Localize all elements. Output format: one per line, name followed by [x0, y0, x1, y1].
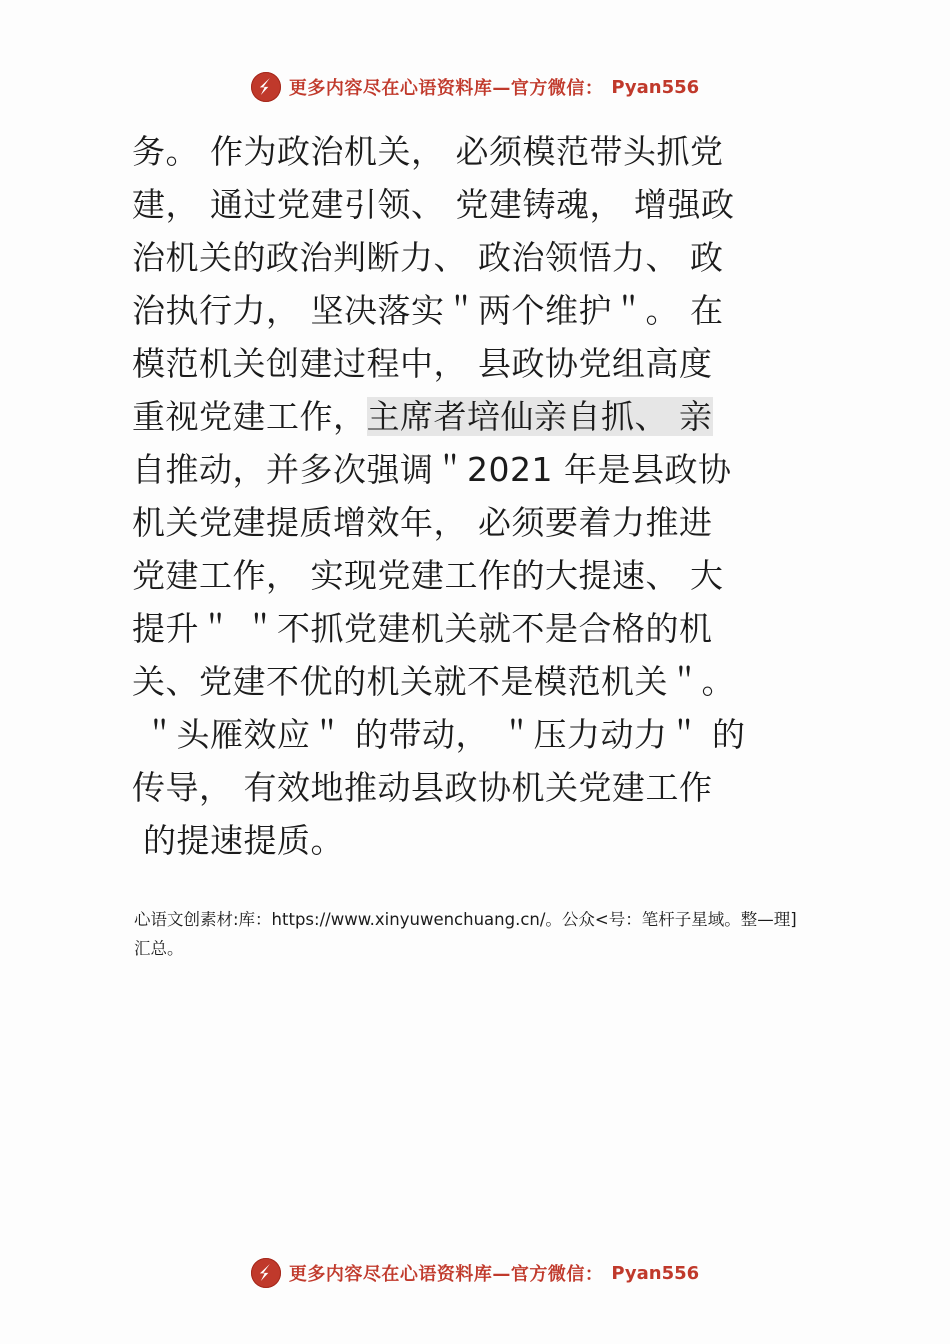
source-note: [134, 905, 824, 963]
document-line: 提升＂ ＂不抓党建机关就不是合格的机: [132, 609, 713, 648]
document-line: 自推动，并多次强调＂2021 年是县政协: [132, 450, 732, 489]
document-line-text: 重视党建工作，: [132, 397, 367, 436]
watermark-footer: [0, 1258, 950, 1288]
source-note-line: 汇总。: [134, 939, 184, 958]
document-line-highlighted: [132, 390, 812, 443]
document-line: 务。 作为政治机关， 必须模范带头抓党: [132, 132, 724, 171]
watermark-text: 更多内容尽在心语资料库—官方微信：: [288, 1264, 604, 1285]
watermark-header: [0, 72, 950, 102]
document-line: 传导， 有效地推动县政协机关党建工作: [132, 768, 713, 807]
watermark-wechat-id: Pyan556: [611, 76, 700, 98]
source-note-line: 心语文创素材:库：https://www.xinyuwenchuang.cn/。公众<号：笔杆子星域。整—理]: [134, 910, 797, 929]
watermark-text: 更多内容尽在心语资料库—官方微信：: [288, 78, 604, 99]
document-line: ＂头雁效应＂ 的带动， ＂压力动力＂ 的: [132, 715, 746, 754]
highlighted-text: 主席者培仙亲自抓、 亲: [366, 397, 713, 436]
document-line: 关、党建不优的机关就不是模范机关＂。: [132, 662, 735, 701]
document-body: [132, 125, 812, 867]
document-line: 模范机关创建过程中， 县政协党组高度: [132, 344, 713, 383]
document-line: 治执行力， 坚决落实＂两个维护＂。 在: [132, 291, 724, 330]
document-line: 治机关的政治判断力、 政治领悟力、 政: [132, 238, 724, 277]
lightning-bolt-circle-icon: [251, 72, 281, 102]
document-line: 机关党建提质增效年， 必须要着力推进: [132, 503, 713, 542]
lightning-bolt-circle-icon: [251, 1258, 281, 1288]
document-line: 党建工作， 实现党建工作的大提速、 大: [132, 556, 724, 595]
document-line: 的提速提质。: [132, 821, 344, 860]
document-line: 建， 通过党建引领、 党建铸魂， 增强政: [132, 185, 735, 224]
watermark-wechat-id: Pyan556: [611, 1262, 700, 1284]
